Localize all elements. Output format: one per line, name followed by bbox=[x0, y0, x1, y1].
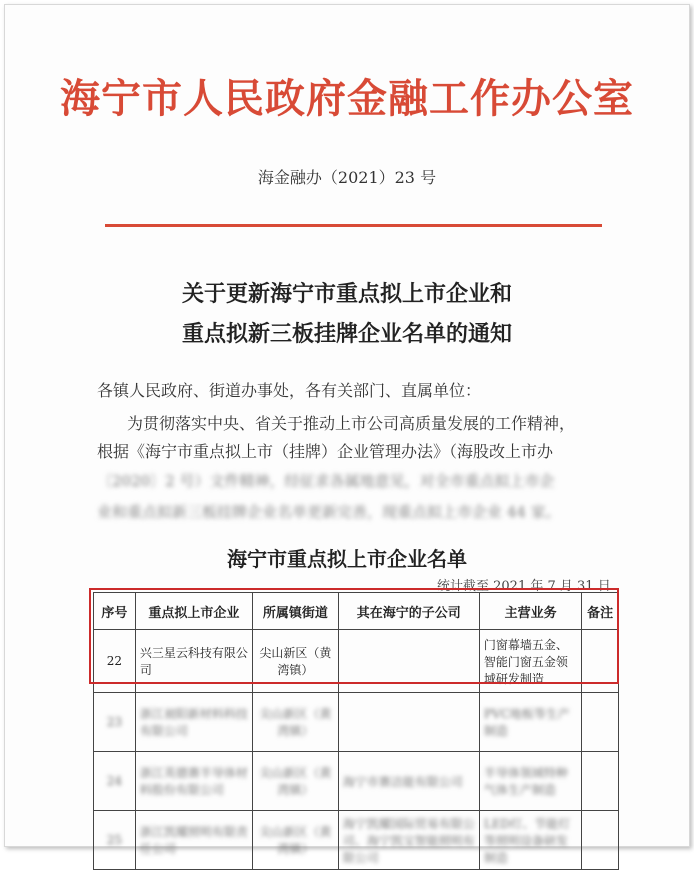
issuer-header: 海宁市人民政府金融工作办公室 bbox=[60, 75, 634, 122]
row-subsidiary bbox=[338, 630, 479, 693]
red-divider bbox=[105, 224, 602, 227]
row-street: 尖山新区（黄湾镇） bbox=[252, 752, 338, 811]
body-line1: 为贯彻落实中央、省关于推动上市公司高质量发展的工作精神， bbox=[127, 414, 576, 433]
header-index: 序号 bbox=[94, 593, 136, 630]
row-company: 兴三星云科技有限公司 bbox=[135, 630, 252, 693]
row-business: 半导体领域特种气体生产制造 bbox=[479, 752, 581, 811]
blurred-body-line1: 〔2020〕2 号）文件精神，经征求各属地意见，对全市重点拟上市企 bbox=[97, 472, 555, 490]
list-title: 海宁市重点拟上市企业名单 bbox=[227, 547, 467, 571]
table-header-row bbox=[94, 593, 619, 630]
row-business: LED灯、节能灯等照明设备研发制造 bbox=[479, 811, 581, 870]
row-street: 尖山新区（黄湾镇） bbox=[252, 693, 338, 752]
row-index: 25 bbox=[94, 811, 136, 870]
header-note: 备注 bbox=[582, 593, 619, 630]
notice-title-line1: 关于更新海宁市重点拟上市企业和 bbox=[181, 281, 512, 307]
blurred-body-line2: 业和重点拟新三板挂牌企业名单更新完善，现重点拟上市企业 44 家。 bbox=[97, 503, 561, 521]
row-company: 浙江英德赛半导体材料股份有限公司 bbox=[135, 752, 252, 811]
header-business: 主营业务 bbox=[479, 593, 581, 630]
company-table bbox=[93, 592, 619, 870]
row-subsidiary: 海宁市赛洁能有限公司 bbox=[338, 752, 479, 811]
row-note bbox=[582, 752, 619, 811]
document-page bbox=[4, 4, 690, 865]
row-business: PVC地板等生产制造 bbox=[479, 693, 581, 752]
row-note bbox=[582, 811, 619, 870]
row-index: 24 bbox=[94, 752, 136, 811]
table-row bbox=[94, 811, 619, 870]
document-number: 海金融办（2021）23 号 bbox=[257, 168, 437, 187]
row-index: 23 bbox=[94, 693, 136, 752]
header-subsidiary: 其在海宁的子公司 bbox=[338, 593, 479, 630]
stat-date: 统计截至 2021 年 7 月 31 日 bbox=[437, 579, 611, 594]
salutation: 各镇人民政府、街道办事处，各有关部门、直属单位： bbox=[97, 381, 482, 400]
row-company: 浙江昶阳新材料科技有限公司 bbox=[135, 693, 252, 752]
row-street: 尖山新区（黄湾镇） bbox=[252, 630, 338, 693]
table-row bbox=[94, 630, 619, 693]
row-business: 门窗幕墙五金、智能门窗五金领域研发制造 bbox=[479, 630, 581, 693]
row-note bbox=[582, 630, 619, 693]
row-subsidiary: 海宁凯耀国际贸易有限公司、海宁凯宝智能照明有限公司 bbox=[338, 811, 479, 870]
row-company: 浙江凯耀照明有限责任公司 bbox=[135, 811, 252, 870]
header-company: 重点拟上市企业 bbox=[135, 593, 252, 630]
row-index: 22 bbox=[94, 630, 136, 693]
table-row bbox=[94, 693, 619, 752]
body-line2: 根据《海宁市重点拟上市（挂牌）企业管理办法》（海股改上市办 bbox=[97, 442, 554, 461]
row-street: 尖山新区（黄湾镇） bbox=[252, 811, 338, 870]
notice-title-line2: 重点拟新三板挂牌企业名单的通知 bbox=[181, 321, 512, 347]
header-street: 所属镇街道 bbox=[252, 593, 338, 630]
row-note bbox=[582, 693, 619, 752]
row-subsidiary bbox=[338, 693, 479, 752]
table-row bbox=[94, 752, 619, 811]
